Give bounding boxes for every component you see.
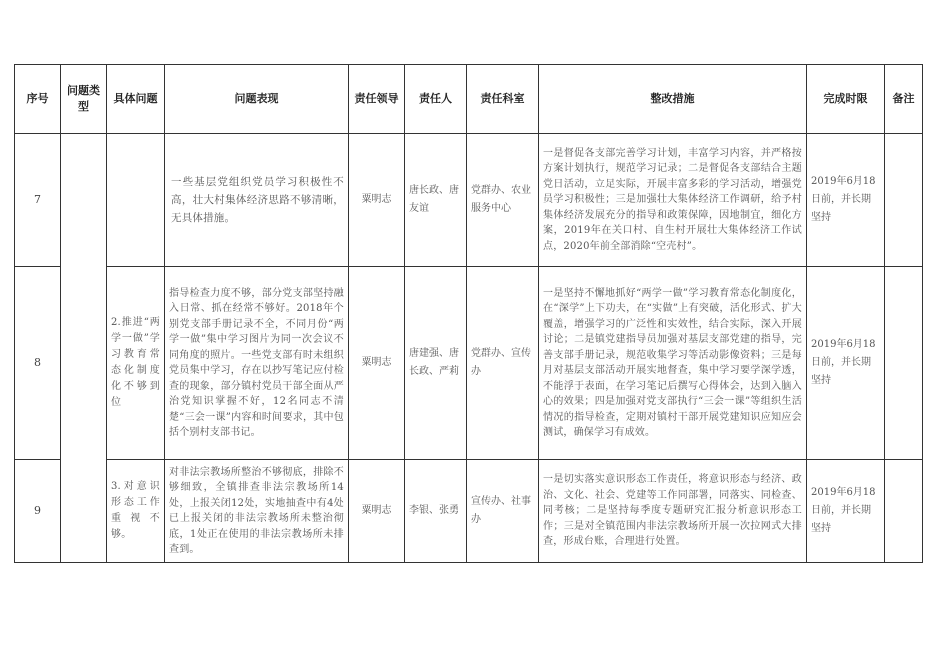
cell-measures: 一是督促各支部完善学习计划，丰富学习内容，并严格按方案计划执行，规范学习记录；二是督促各支部结合主题党日活动，立足实际，开展丰富多彩的学习活动，增强党员学习积极性；三是加强壮大集体经济工作调研，给予村集体经济发展充分的指导和政策保障，因地制宜，细化方案，2019年在关口村、自生村开展壮大集体经济工作试点，2020年前全部消除“空壳村”。 <box>539 134 807 267</box>
cell-dept: 党群办、宣传办 <box>467 267 539 460</box>
header-measures: 整改措施 <box>539 65 807 134</box>
header-performance: 问题表现 <box>165 65 349 134</box>
cell-measures: 一是坚持不懈地抓好“两学一做”学习教育常态化制度化，在“深学”上下功夫，在“实做”上有突破，活化形式、扩大覆盖，增强学习的广泛性和实效性，结合实际，深入开展讨论；二是镇党建指导员加强对基层支部党建的指导，完善支部手册记录，规范收集学习等活动影像资料；三是每月对基层支部活动开展实地督查，集中学习要学深学透，不能浮于表面，在学习笔记后撰写心得体会，达到入脑入心的效果；四是加强对党支部执行“三会一课”等组织生活情况的指导检查，定期对镇村干部开展党建知识应知应会测试，确保学习有成效。 <box>539 267 807 460</box>
cell-seq: 9 <box>15 460 61 563</box>
cell-deadline: 2019年6月18日前，并长期坚持 <box>807 460 885 563</box>
cell-specific-problem: 3.对意识形态工作重视不够。 <box>107 460 165 563</box>
header-problem-type: 问题类型 <box>61 65 107 134</box>
cell-person: 唐长政、唐友谊 <box>405 134 467 267</box>
cell-problem-type <box>61 134 107 563</box>
cell-deadline: 2019年6月18日前，并长期坚持 <box>807 134 885 267</box>
cell-person: 李银、张勇 <box>405 460 467 563</box>
cell-remarks <box>885 460 923 563</box>
header-remarks: 备注 <box>885 65 923 134</box>
cell-dept: 宣传办、社事办 <box>467 460 539 563</box>
header-deadline: 完成时限 <box>807 65 885 134</box>
cell-leader: 粟明志 <box>349 267 405 460</box>
header-responsible-person: 责任人 <box>405 65 467 134</box>
cell-performance: 指导检查力度不够，部分党支部坚持融入日常、抓在经常不够好。2018年个别党支部手册记录不全，不同月份“两学一做”集中学习图片为同一次会议不同角度的照片。一些党支部有时未组织党员集中学习，存在以抄写笔记应付检查的现象，部分镇村党员干部全面从严治党知识掌握不好，12名同志不清楚“三会一课”内容和时间要求，其中包括个别村支部书记。 <box>165 267 349 460</box>
cell-specific-problem <box>107 134 165 267</box>
table-row <box>15 460 923 563</box>
cell-leader: 粟明志 <box>349 460 405 563</box>
cell-person: 唐建强、唐长政、严莉 <box>405 267 467 460</box>
cell-performance: 一些基层党组织党员学习积极性不高，壮大村集体经济思路不够清晰，无具体措施。 <box>165 134 349 267</box>
table-row <box>15 267 923 460</box>
cell-deadline: 2019年6月18日前，并长期坚持 <box>807 267 885 460</box>
table-row <box>15 134 923 267</box>
rectification-table <box>14 64 923 563</box>
header-specific-problem: 具体问题 <box>107 65 165 134</box>
cell-performance: 对非法宗教场所整治不够彻底，排除不够细致，全镇排查非法宗教场所14处，上报关闭12处，实地抽查中有4处已上报关闭的非法宗教场所未整治彻底，1处正在使用的非法宗教场所未排查到。 <box>165 460 349 563</box>
header-responsible-leader: 责任领导 <box>349 65 405 134</box>
cell-measures: 一是切实落实意识形态工作责任，将意识形态与经济、政治、文化、社会、党建等工作同部署，同落实、同检查、同考核；二是坚持每季度专题研究汇报分析意识形态工作；三是对全镇范围内非法宗教场所开展一次拉网式大排查，形成台账，合理进行处置。 <box>539 460 807 563</box>
header-responsible-dept: 责任科室 <box>467 65 539 134</box>
cell-leader: 粟明志 <box>349 134 405 267</box>
cell-seq: 7 <box>15 134 61 267</box>
cell-remarks <box>885 267 923 460</box>
cell-specific-problem: 2.推进“两学一做”学习教育常态化制度化不够到位 <box>107 267 165 460</box>
header-row <box>15 65 923 134</box>
cell-seq: 8 <box>15 267 61 460</box>
cell-remarks <box>885 134 923 267</box>
cell-dept: 党群办、农业服务中心 <box>467 134 539 267</box>
header-seq: 序号 <box>15 65 61 134</box>
